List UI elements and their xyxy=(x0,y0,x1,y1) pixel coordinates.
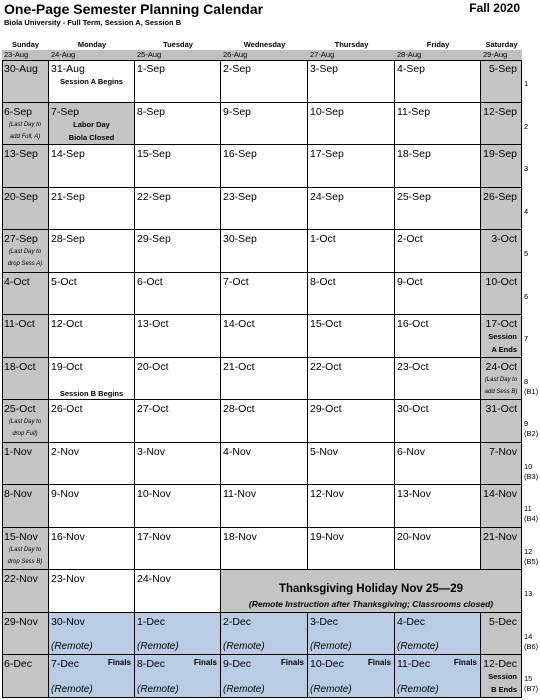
finals-label: Finals xyxy=(280,658,304,667)
calendar-day-cell[interactable] xyxy=(395,528,481,571)
calendar-day-cell[interactable] xyxy=(2,443,49,486)
calendar-day-cell[interactable] xyxy=(49,528,135,571)
calendar-day-cell[interactable] xyxy=(135,188,221,231)
calendar-day-cell[interactable] xyxy=(135,443,221,486)
day-date: 27-Sep xyxy=(4,233,38,245)
day-date: 23-Oct xyxy=(397,360,429,373)
deadline-note: (Last Day to xyxy=(8,249,42,255)
closure-note: Biola Closed xyxy=(68,132,115,142)
page-subtitle: Biola University - Full Term, Session A, Session B xyxy=(4,18,182,27)
calendar-day-cell[interactable] xyxy=(221,315,308,358)
calendar-day-cell[interactable] xyxy=(2,273,49,316)
session-b-week: (B2) xyxy=(524,429,539,438)
calendar-day-cell[interactable] xyxy=(49,485,135,528)
day-date: 12-Dec xyxy=(483,658,517,670)
calendar-day-cell[interactable] xyxy=(308,273,395,316)
finals-label: Finals xyxy=(193,658,217,667)
day-date: 7-Nov xyxy=(488,445,517,458)
deadline-note: (Last Day to xyxy=(484,376,518,383)
calendar-day-cell[interactable] xyxy=(395,443,481,486)
session-note: Session A Begins xyxy=(60,77,123,86)
calendar-day-cell[interactable] xyxy=(395,358,481,401)
week-number: 6 xyxy=(524,291,529,301)
calendar-day-cell[interactable] xyxy=(308,358,395,401)
deadline-note: drop Sess A) xyxy=(7,261,43,267)
thanksgiving-subtitle: (Remote Instruction after Thanksgiving; Classrooms closed) xyxy=(248,599,494,609)
day-date: 22-Sep xyxy=(137,190,171,203)
week-number: 3 xyxy=(524,164,529,173)
calendar-day-cell[interactable] xyxy=(2,570,49,613)
day-date: 3-Oct xyxy=(491,233,517,245)
day-date: 11-Dec xyxy=(397,658,431,670)
calendar-day-cell[interactable] xyxy=(481,613,522,656)
day-date: 10-Dec xyxy=(310,658,344,670)
day-date: 4-Dec xyxy=(397,615,426,628)
page-title: One-Page Semester Planning Calendar xyxy=(4,1,264,17)
remote-label: (Remote) xyxy=(310,683,352,695)
calendar-day-cell[interactable] xyxy=(308,613,395,656)
day-date: 22-Oct xyxy=(310,360,342,373)
calendar-day-cell[interactable] xyxy=(481,443,522,486)
finals-label: Finals xyxy=(107,658,131,667)
day-date: 12-Nov xyxy=(310,488,344,500)
calendar-day-cell[interactable] xyxy=(135,60,221,103)
calendar-day-cell[interactable] xyxy=(395,315,481,358)
day-header: Thursday xyxy=(334,40,369,49)
calendar-day-cell[interactable] xyxy=(49,570,135,613)
calendar-day-cell[interactable] xyxy=(135,528,221,571)
day-date: 2-Sep xyxy=(223,63,252,75)
week-number: 9 xyxy=(524,419,529,428)
week-of-date: 24-Aug xyxy=(49,50,135,60)
calendar-day-cell[interactable] xyxy=(221,358,308,401)
holiday-note: Labor Day xyxy=(73,119,110,129)
calendar-day-cell[interactable] xyxy=(49,315,135,358)
day-date: 3-Sep xyxy=(310,63,339,75)
remote-label: (Remote) xyxy=(397,641,439,652)
day-date: 16-Oct xyxy=(397,318,429,330)
day-date: 23-Nov xyxy=(51,573,85,585)
day-date: 25-Oct xyxy=(4,403,36,415)
session-b-week: (B1) xyxy=(524,386,539,396)
calendar-day-cell[interactable] xyxy=(2,655,49,698)
day-header: Friday xyxy=(426,40,450,49)
day-date: 14-Oct xyxy=(223,318,255,330)
day-date: 20-Oct xyxy=(137,360,169,373)
day-date: 9-Dec xyxy=(223,658,252,670)
day-date: 17-Oct xyxy=(485,318,517,330)
calendar-day-cell[interactable] xyxy=(395,273,481,316)
day-date: 21-Oct xyxy=(223,360,255,373)
week-of-date: 29-Aug xyxy=(481,50,522,60)
calendar-day-cell[interactable] xyxy=(2,188,49,231)
day-date: 16-Nov xyxy=(51,530,85,543)
day-header: Saturday xyxy=(485,40,518,49)
day-date: 13-Oct xyxy=(137,318,169,330)
calendar-day-cell[interactable] xyxy=(481,145,522,188)
calendar-day-cell[interactable] xyxy=(135,485,221,528)
calendar-day-cell[interactable] xyxy=(221,273,308,316)
day-date: 3-Dec xyxy=(310,615,339,628)
calendar-day-cell[interactable] xyxy=(481,400,522,443)
day-date: 19-Oct xyxy=(51,360,83,373)
remote-label: (Remote) xyxy=(51,641,93,652)
day-date: 5-Sep xyxy=(488,63,517,75)
day-date: 21-Nov xyxy=(483,530,517,543)
remote-label: (Remote) xyxy=(137,683,179,695)
day-date: 6-Nov xyxy=(397,445,426,458)
calendar-day-cell[interactable] xyxy=(221,655,308,698)
calendar-day-cell[interactable] xyxy=(308,528,395,571)
calendar-day-cell[interactable] xyxy=(395,188,481,231)
deadline-note: (Last Day to xyxy=(8,419,42,425)
day-date: 18-Sep xyxy=(397,148,431,160)
day-date: 20-Sep xyxy=(4,190,38,203)
week-number: 12 xyxy=(524,546,533,556)
deadline-note: add Full, A) xyxy=(9,133,41,140)
calendar-day-cell[interactable] xyxy=(395,145,481,188)
calendar-day-cell[interactable] xyxy=(221,443,308,486)
day-date: 21-Sep xyxy=(51,190,85,203)
calendar-day-cell[interactable] xyxy=(2,400,49,443)
day-date: 15-Nov xyxy=(4,530,38,543)
calendar-day-cell[interactable] xyxy=(2,358,49,401)
week-of-date: 23-Aug xyxy=(2,50,49,60)
day-date: 24-Oct xyxy=(485,360,517,373)
deadline-note: add Sess B) xyxy=(484,388,518,395)
calendar-day-cell[interactable] xyxy=(49,230,135,273)
calendar-day-cell[interactable] xyxy=(135,400,221,443)
day-date: 6-Dec xyxy=(4,658,33,670)
day-date: 17-Nov xyxy=(137,530,171,543)
session-note: Session B Begins xyxy=(59,388,124,398)
day-date: 15-Sep xyxy=(137,148,171,160)
remote-label: (Remote) xyxy=(137,641,179,652)
day-date: 30-Nov xyxy=(51,615,85,628)
finals-label: Finals xyxy=(367,658,391,667)
day-header: Sunday xyxy=(11,40,40,49)
week-number: 4 xyxy=(524,206,529,216)
calendar-day-cell[interactable] xyxy=(2,60,49,103)
calendar-day-cell[interactable] xyxy=(221,145,308,188)
day-date: 10-Sep xyxy=(310,105,344,118)
day-date: 14-Nov xyxy=(483,488,517,500)
day-date: 11-Oct xyxy=(4,318,35,330)
calendar-day-cell[interactable] xyxy=(135,358,221,401)
week-of-date: 25-Aug xyxy=(135,50,221,60)
calendar-day-cell[interactable] xyxy=(308,315,395,358)
day-date: 7-Oct xyxy=(223,275,249,288)
week-number: 10 xyxy=(524,461,533,471)
week-number: 7 xyxy=(524,334,529,343)
session-note: Session xyxy=(488,332,517,341)
calendar-day-cell[interactable] xyxy=(2,315,49,358)
calendar-day-cell[interactable] xyxy=(135,315,221,358)
day-date: 10-Nov xyxy=(137,488,171,500)
thanksgiving-title: Thanksgiving Holiday Nov 25—29 xyxy=(278,583,464,595)
day-date: 29-Sep xyxy=(137,233,171,245)
calendar-day-cell[interactable] xyxy=(308,103,395,146)
session-note: Session xyxy=(488,672,517,681)
calendar-day-cell[interactable] xyxy=(395,103,481,146)
session-b-week: (B7) xyxy=(524,684,539,693)
calendar-day-cell[interactable] xyxy=(135,145,221,188)
calendar-day-cell[interactable] xyxy=(481,315,522,358)
day-date: 2-Dec xyxy=(223,615,252,628)
calendar-day-cell[interactable] xyxy=(135,570,221,613)
session-b-week: (B3) xyxy=(524,471,539,481)
calendar-day-cell[interactable] xyxy=(481,273,522,316)
finals-label: Finals xyxy=(453,658,477,667)
week-number: 14 xyxy=(524,631,533,641)
calendar-day-cell[interactable] xyxy=(395,60,481,103)
calendar-day-cell[interactable] xyxy=(2,230,49,273)
calendar-day-cell[interactable] xyxy=(395,400,481,443)
week-number: 1 xyxy=(524,79,529,88)
calendar-day-cell[interactable] xyxy=(2,528,49,571)
calendar-day-cell[interactable] xyxy=(395,485,481,528)
deadline-note: drop Sess B) xyxy=(7,558,43,565)
day-date: 25-Sep xyxy=(397,190,431,203)
week-number: 2 xyxy=(524,121,529,131)
day-date: 1-Oct xyxy=(310,233,336,245)
calendar-day-cell[interactable] xyxy=(2,145,49,188)
calendar-day-cell[interactable] xyxy=(49,655,135,698)
calendar-day-cell[interactable] xyxy=(135,273,221,316)
calendar-day-cell[interactable] xyxy=(308,145,395,188)
deadline-note: (Last Day to xyxy=(8,121,42,128)
day-date: 5-Oct xyxy=(51,275,77,288)
day-date: 2-Oct xyxy=(397,233,423,245)
day-date: 22-Nov xyxy=(4,573,38,585)
calendar-day-cell[interactable] xyxy=(481,60,522,103)
day-date: 19-Sep xyxy=(483,148,517,160)
calendar-day-cell[interactable] xyxy=(49,60,135,103)
session-note: B Ends xyxy=(491,685,517,694)
calendar-day-cell[interactable] xyxy=(49,358,135,401)
week-of-date: 26-Aug xyxy=(221,50,308,60)
calendar-day-cell[interactable] xyxy=(221,60,308,103)
calendar-day-cell[interactable] xyxy=(49,400,135,443)
calendar-day-cell[interactable] xyxy=(308,60,395,103)
day-date: 29-Nov xyxy=(4,615,38,628)
calendar-day-cell[interactable] xyxy=(481,358,522,401)
day-date: 4-Sep xyxy=(397,63,426,75)
calendar-day-cell[interactable] xyxy=(395,655,481,698)
day-date: 4-Nov xyxy=(223,445,252,458)
day-date: 12-Oct xyxy=(51,318,83,330)
day-date: 18-Oct xyxy=(4,360,36,373)
calendar-day-cell[interactable] xyxy=(49,103,135,146)
day-date: 17-Sep xyxy=(310,148,344,160)
day-date: 9-Nov xyxy=(51,488,80,500)
calendar-day-cell[interactable] xyxy=(221,230,308,273)
remote-label: (Remote) xyxy=(310,641,352,652)
session-note: A Ends xyxy=(491,345,517,354)
calendar-day-cell[interactable] xyxy=(2,613,49,656)
week-number: 15 xyxy=(524,674,533,683)
calendar-day-cell[interactable] xyxy=(308,230,395,273)
week-number: 5 xyxy=(524,249,529,258)
day-date: 24-Nov xyxy=(137,573,171,585)
week-of-date: 27-Aug xyxy=(308,50,395,60)
calendar-day-cell[interactable] xyxy=(135,655,221,698)
day-date: 29-Oct xyxy=(310,403,342,415)
calendar-day-cell[interactable] xyxy=(308,655,395,698)
day-header: Monday xyxy=(77,40,107,49)
day-date: 30-Aug xyxy=(4,63,38,75)
calendar-day-cell[interactable] xyxy=(395,613,481,656)
calendar-day-cell[interactable] xyxy=(49,613,135,656)
calendar-day-cell[interactable] xyxy=(2,485,49,528)
day-date: 16-Sep xyxy=(223,148,257,160)
calendar-day-cell[interactable] xyxy=(221,613,308,656)
thanksgiving-holiday-banner xyxy=(221,570,522,613)
day-date: 1-Dec xyxy=(137,615,166,628)
session-b-week: (B4) xyxy=(524,514,539,523)
calendar-day-cell[interactable] xyxy=(308,443,395,486)
calendar-day-cell[interactable] xyxy=(135,230,221,273)
day-date: 8-Sep xyxy=(137,105,166,118)
day-date: 19-Nov xyxy=(310,530,344,543)
session-b-week: (B5) xyxy=(524,556,539,566)
day-date: 14-Sep xyxy=(51,148,85,160)
calendar-day-cell[interactable] xyxy=(481,485,522,528)
remote-label: (Remote) xyxy=(223,641,265,652)
calendar-day-cell[interactable] xyxy=(481,655,522,698)
calendar-day-cell[interactable] xyxy=(481,188,522,231)
day-date: 2-Nov xyxy=(51,445,80,458)
calendar-day-cell[interactable] xyxy=(481,230,522,273)
day-date: 23-Sep xyxy=(223,190,257,203)
week-number: 8 xyxy=(524,376,529,386)
week-number: 11 xyxy=(524,504,532,513)
calendar-day-cell[interactable] xyxy=(481,528,522,571)
day-date: 10-Oct xyxy=(485,275,517,288)
calendar-day-cell[interactable] xyxy=(49,273,135,316)
day-date: 8-Dec xyxy=(137,658,166,670)
calendar-day-cell[interactable] xyxy=(135,103,221,146)
day-header: Wednesday xyxy=(243,40,286,49)
remote-label: (Remote) xyxy=(397,683,439,695)
calendar-day-cell[interactable] xyxy=(49,145,135,188)
day-date: 30-Sep xyxy=(223,233,257,245)
day-date: 9-Oct xyxy=(397,275,423,288)
calendar-day-cell[interactable] xyxy=(49,443,135,486)
calendar-day-cell[interactable] xyxy=(221,528,308,571)
calendar-day-cell[interactable] xyxy=(308,188,395,231)
day-header: Tuesday xyxy=(163,40,193,49)
day-date: 3-Nov xyxy=(137,445,166,458)
day-date: 28-Sep xyxy=(51,233,85,245)
day-date: 6-Sep xyxy=(4,105,33,118)
day-date: 9-Sep xyxy=(223,105,252,118)
day-date: 5-Dec xyxy=(488,615,517,628)
week-of-date: 28-Aug xyxy=(395,50,481,60)
day-date: 26-Oct xyxy=(51,403,83,415)
calendar-day-cell[interactable] xyxy=(308,485,395,528)
day-date: 8-Oct xyxy=(310,275,336,288)
calendar-day-cell[interactable] xyxy=(395,230,481,273)
day-date: 6-Oct xyxy=(137,275,163,288)
day-date: 13-Sep xyxy=(4,148,38,160)
session-b-week: (B6) xyxy=(524,641,539,651)
calendar-day-cell[interactable] xyxy=(221,400,308,443)
day-date: 31-Oct xyxy=(485,403,517,415)
day-date: 5-Nov xyxy=(310,445,339,458)
deadline-note: drop Full) xyxy=(12,431,38,437)
day-date: 20-Nov xyxy=(397,530,431,543)
day-date: 1-Nov xyxy=(4,445,33,458)
day-date: 7-Sep xyxy=(51,105,80,118)
day-date: 13-Nov xyxy=(397,488,431,500)
day-date: 31-Aug xyxy=(51,63,85,75)
day-date: 12-Sep xyxy=(483,105,517,118)
day-date: 26-Sep xyxy=(483,190,517,203)
day-date: 11-Nov xyxy=(223,488,257,500)
day-date: 15-Oct xyxy=(310,318,342,330)
day-date: 7-Dec xyxy=(51,658,80,670)
day-date: 18-Nov xyxy=(223,530,257,543)
day-date: 24-Sep xyxy=(310,190,344,203)
calendar-day-cell[interactable] xyxy=(135,613,221,656)
day-date: 30-Oct xyxy=(397,403,429,415)
calendar-day-cell[interactable] xyxy=(221,485,308,528)
calendar-day-cell[interactable] xyxy=(221,188,308,231)
week-number: 13 xyxy=(524,589,533,598)
calendar-day-cell[interactable] xyxy=(49,188,135,231)
day-date: 27-Oct xyxy=(137,403,169,415)
day-date: 8-Nov xyxy=(4,488,33,500)
day-date: 11-Sep xyxy=(397,105,431,118)
day-date: 1-Sep xyxy=(137,63,166,75)
calendar-day-cell[interactable] xyxy=(308,400,395,443)
calendar-day-cell[interactable] xyxy=(481,103,522,146)
remote-label: (Remote) xyxy=(223,683,265,695)
calendar-day-cell[interactable] xyxy=(2,103,49,146)
deadline-note: (Last Day to xyxy=(8,546,42,553)
term-label: Fall 2020 xyxy=(469,1,520,15)
calendar-day-cell[interactable] xyxy=(221,103,308,146)
remote-label: (Remote) xyxy=(51,683,93,695)
day-date: 4-Oct xyxy=(4,275,30,288)
day-date: 28-Oct xyxy=(223,403,255,415)
